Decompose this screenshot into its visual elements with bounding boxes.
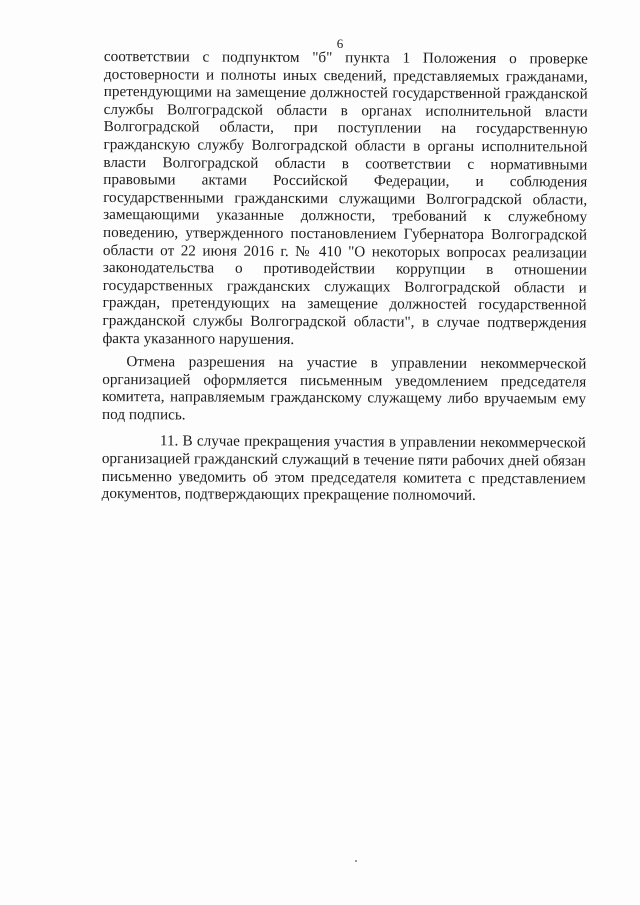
paragraph-revocation: Отмена разрешения на участие в управлении некоммерческой организацией оформляется письменным уведомлением председателя комитета, направляемым гражданскому служащему либо вручаемым ему под подпись.	[102, 353, 587, 424]
scan-speck	[355, 860, 357, 862]
page-number: 6	[336, 36, 344, 51]
paragraph-continuation: соответствии с подпунктом "б" пункта 1 Положения о проверке достоверности и полноты иных сведений, представляемых гражданами, претендующими на замещение должностей государственной гражданской службы Волгоградской области в органах исполнительной власти Волгоградской области, при поступлении на государственную гражданскую службу Волгоградской области в органы исполнительной власти Волгоградской области в соответствии с нормативными правовыми актами Российской Федерации, и соблюдения государственными гражданскими служащими Волгоградской области, замещающими указанные должности, требований к служебному поведению, утвержденного постановлением Губернатора Волгоградской области от 22 июня 2016 г. № 410 "О некоторых вопросах реализации законодательства о противодействии коррупции в отношении государственных гражданских служащих Волгоградской области и граждан, претендующих на замещение должностей государственной гражданской службы Волгоградской области", в случае подтверждения факта указанного нарушения.	[102, 48, 588, 348]
document-body	[102, 48, 588, 505]
paragraph-item-11: 11. В случае прекращения участия в управлении некоммерческой организацией гражданский служащий в течение пяти рабочих дней обязан письменно уведомить об этом председателя комитета с представлением документов, подтверждающих прекращение полномочий.	[101, 432, 586, 505]
